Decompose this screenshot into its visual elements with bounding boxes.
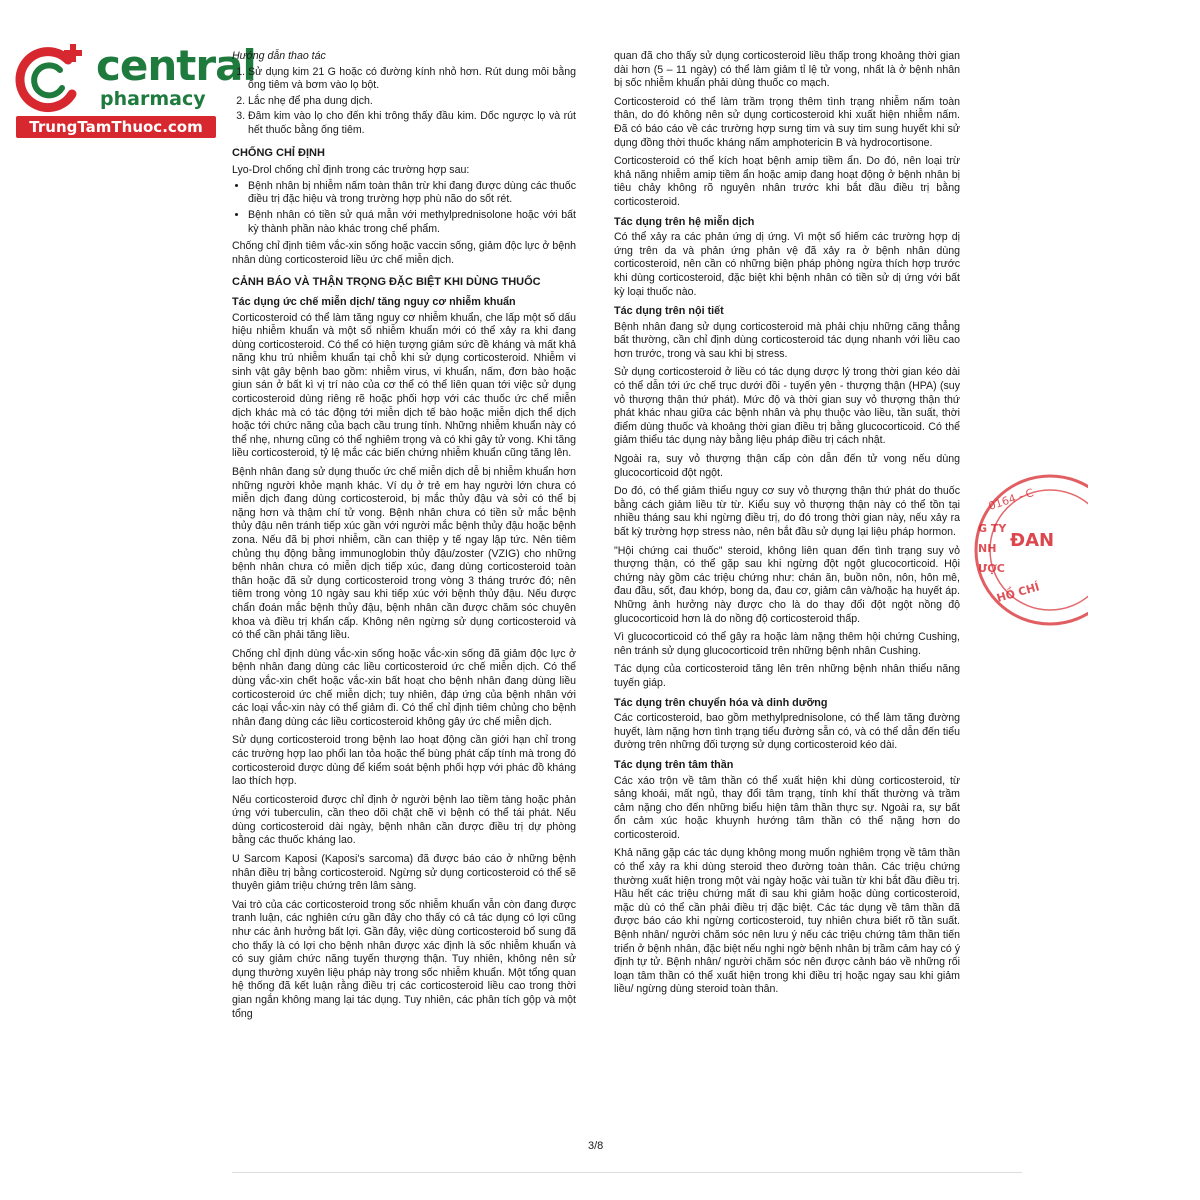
contraindication-item: • Bệnh nhân bị nhiễm nấm toàn thân trừ khi đang được dùng các thuốc điều trị đặc hiệu và trong trường hợp phù não do sốt rét. [248,180,576,207]
paragraph: Vai trò của các corticosteroid trong sốc nhiễm khuẩn vẫn còn đang được tranh luận, các nghiên cứu gần đây cho thấy có cả tác dụng có lợi cũng như các ảnh hưởng bất lợi. Gần đây, việc dùng corticosteroid bổ sung đã cho thấy là có lợi cho bệnh nhân được xác định là sốc nhiễm khuẩn và có suy giảm chức năng tuyến thượng thận. Tuy nhiên, không nên sử dụng thường xuyên liệu pháp này trong sốc nhiễm khuẩn. Một tổng quan hệ thống đã kết luận rằng điều trị các corticosteroid liều cao trong thời gian ngắn không mang lại tác dụng. Tuy nhiên, các phân tích gộp và một tổng [232,898,576,1020]
red-stamp [968,470,1088,630]
paragraph: Do đó, có thể giảm thiểu nguy cơ suy vỏ thượng thận thứ phát do thuốc bằng cách giảm liều từ từ. Kiểu suy vỏ thượng thận này có thể tồn tại nhiều tháng sau khi ngừng điều trị, do đó trong thời gian này, nếu xảy ra bất kỳ trường hợp stress nào, nên bắt đầu sử dụng lại liệu pháp hormon. [614,485,960,538]
psychiatric-heading: Tác dụng trên tâm thần [614,758,734,771]
immune-heading: Tác dụng trên hệ miễn dịch [614,215,755,228]
guide-title: Hướng dẫn thao tác [232,50,326,62]
brand-name: central [96,41,256,90]
contraindication-note: Chống chỉ định tiêm vắc-xin sống hoặc vaccin sống, giảm độc lực ở bệnh nhân dùng corticosteroid liều ức chế miễn dịch. [232,240,576,266]
brand-url-banner: TrungTamThuoc.com [16,116,216,138]
paragraph: Ngoài ra, suy vỏ thượng thận cấp còn dẫn đến tử vong nếu dùng glucocorticoid đột ngột. [614,453,960,479]
right-column [614,50,960,1002]
paragraph: Có thể xảy ra các phản ứng dị ứng. Vì một số hiếm các trường hợp dị ứng trên da và phản ứng phản vệ đã xảy ra ở bệnh nhân dùng corticosteroid, nên cần có những biện pháp phòng ngừa thích hợp trước khi dùng corticosteroid, đặc biệt khi bệnh nhân có tiền sử dị ứng với bất kỳ loại thuốc nào. [614,231,960,298]
guide-step: 1. Sử dụng kim 21 G hoặc có đường kính nhỏ hơn. Rút dung môi bằng ống tiêm và bơm vào lọ bột. [248,66,576,93]
paragraph: Vì glucocorticoid có thể gây ra hoặc làm nặng thêm hội chứng Cushing, nên tránh sử dụng glucocorticoid trên những bệnh nhân Cushing. [614,631,960,657]
paragraph: Bệnh nhân đang sử dụng corticosteroid mà phải chịu những căng thẳng bất thường, cần chỉ định dùng corticosteroid tác dụng nhanh với liều cao hơn trước, trong và sau khi bị stress. [614,320,960,360]
paragraph: Corticosteroid có thể làm trầm trọng thêm tình trạng nhiễm nấm toàn thân, do đó không nên sử dụng corticosteroid khi xuất hiện nhiễm nấm. Đã có báo cáo về các trường hợp sưng tim và suy tim sung huyết khi sử dụng đồng thời thuốc kháng nấm amphotericin B và hydrocortisone. [614,95,960,149]
endocrine-heading: Tác dụng trên nội tiết [614,305,724,318]
warning-heading: CẢNH BÁO VÀ THẬN TRỌNG ĐẶC BIỆT KHI DÙNG THUỐC [232,276,541,289]
paragraph: Corticosteroid có thể kích hoạt bệnh amip tiềm ẩn. Do đó, nên loại trừ khả năng nhiễm amip tiềm ẩn hoặc amip đang hoạt động ở bệnh nhân bị tiêu chảy không rõ nguyên nhân trước khi bắt đầu điều trị bằng corticosteroid. [614,155,960,208]
stamp-text: HỒ CHÍ [995,580,1041,605]
stamp-text: 0164 - C [986,486,1036,513]
paragraph: Corticosteroid có thể làm tăng nguy cơ nhiễm khuẩn, che lấp một số dấu hiệu nhiễm khuẩn và một số nhiễm khuẩn mới có thể xảy ra khi đang dùng corticosteroid. Có thể có hiện tượng giảm sức đề kháng và mất khả năng khu trú nhiễm khuẩn tại chỗ khi sử dụng corticosteroid. Nhiễm vi sinh vật gây bệnh bao gồm: nhiễm virus, vi khuẩn, nấm, đơn bào hoặc giun sán ở bất kì vị trí nào của cơ thể có thể liên quan tới việc sử dụng corticosteroid dùng riêng rẽ hoặc phối hợp với các thuốc ức chế miễn dịch khác mà có tác động tới miễn dịch tế bào hoặc miễn dịch thể dịch hoặc tới chức năng của bạch cầu trung tính. Những nhiễm khuẩn này có thể nhẹ, nhưng cũng có thể nghiêm trọng và có khi gây tử vong. Khi tăng liều corticosteroid, tỷ lệ mắc các biến chứng nhiễm khuẩn cũng tăng lên. [232,311,576,460]
paragraph: quan đã cho thấy sử dụng corticosteroid liều thấp trong khoảng thời gian dài hơn (5 – 11 ngày) có thể làm giảm tỉ lệ tử vong, nhất là ở bệnh nhân bị sốc nhiễm khuẩn phải dùng thuốc co mạch. [614,50,960,90]
central-pharmacy-logo [10,38,256,138]
stamp-text: G TY [978,522,1007,535]
left-column [232,50,576,1026]
contraindication-heading: CHỐNG CHỈ ĐỊNH [232,146,325,159]
logo-mark-icon [10,38,100,118]
paragraph: Tác dụng của corticosteroid tăng lên trên những bệnh nhân thiểu năng tuyến giáp. [614,663,960,689]
page-number: 3/8 [588,1140,604,1152]
contraindication-item: • Bệnh nhân có tiền sử quá mẫn với methylprednisolone hoặc với bất kỳ thành phần nào khác trong chế phẩm. [248,209,576,236]
brand-subtitle: pharmacy [100,88,206,110]
paragraph: Chống chỉ định dùng vắc-xin sống hoặc vắc-xin sống đã giảm độc lực ở bệnh nhân đang dùng các liều corticosteroid ức chế miễn dịch. Có thể dùng vắc-xin chết hoặc vắc-xin bất hoạt cho bệnh nhân đang dùng liều corticosteroid ức chế miễn dịch; tuy nhiên, đáp ứng của bệnh nhân với các loại vắc-xin này có thể giảm đi. Có thể chỉ định tiêm chủng cho bệnh nhân đang dùng các liều corticosteroid không gây ức chế miễn dịch. [232,647,576,728]
stamp-seal-icon [968,470,1088,630]
guide-step: 2. Lắc nhẹ để pha dung dịch. [248,95,576,109]
stamp-text: NH [978,542,997,555]
stamp-text: ƯỢC [978,562,1005,575]
paragraph: Nếu corticosteroid được chỉ định ở người bệnh lao tiềm tàng hoặc phản ứng với tuberculin, cần theo dõi chặt chẽ vì bệnh có thể tái phát. Nếu dùng corticosteroid dài ngày, bệnh nhân cần được điều trị dự phòng bằng các thuốc kháng lao. [232,793,576,847]
footer-divider [232,1172,1022,1173]
paragraph: Các corticosteroid, bao gồm methylprednisolone, có thể làm tăng đường huyết, làm nặng hơn tình trạng tiểu đường sẵn có, và có thể dẫn đến tiểu đường trên những đối tượng sử dụng corticosteroid kéo dài. [614,712,960,752]
guide-steps [232,66,576,138]
paragraph: "Hội chứng cai thuốc" steroid, không liên quan đến tình trạng suy vỏ thượng thận, có thể gặp sau khi ngừng đột ngột glucocorticoid. Hội chứng này gồm các triệu chứng như: chán ăn, buồn nôn, nôn, hôn mê, đau đầu, sốt, đau khớp, bong da, đau cơ, giảm cân và/hoặc hạ huyết áp. Những ảnh hưởng này được cho là do thay đổi đột ngột nồng độ glucocorticoid hơn là do nồng độ corticosteroid thấp. [614,544,960,625]
paragraph: Bệnh nhân đang sử dụng thuốc ức chế miễn dịch dễ bị nhiễm khuẩn hơn những người khỏe mạnh khác. Ví dụ ở trẻ em hay người lớn chưa có miễn dịch đang dùng corticosteroid, bị mắc thủy đậu và sởi có thể bị nặng hơn và thậm chí tử vong. Bệnh nhân chưa có tiền sử mắc bệnh thủy đậu nên tránh tiếp xúc gần với người mắc bệnh thủy đậu hoặc bệnh zona. Nếu đã bị phơi nhiễm, cần can thiệp y tế ngay lập tức. Nên tiêm chủng thụ động bằng immunoglobin thủy đậu/zoster (VZIG) cho những bệnh nhân chưa có miễn dịch tiếp xúc, đang dùng corticosteroid toàn thân hoặc đã sử dụng corticosteroid trong vòng 3 tháng trước đó; nên tiêm trong vòng 10 ngày sau khi tiếp xúc với bệnh thủy đậu. Nếu được chẩn đoán mắc bệnh thủy đậu, bệnh nhân cần được chăm sóc chuyên khoa và điều trị khẩn cấp. Không nên ngừng sử dụng corticosteroid và có thể cần phải tăng liều. [232,466,576,642]
contraindication-intro: Lyo-Drol chống chỉ định trong các trường hợp sau: [232,164,470,177]
paragraph: Khả năng gặp các tác dụng không mong muốn nghiêm trọng về tâm thần có thể xảy ra khi dùng steroid theo đường toàn thân. Các triệu chứng thường xuất hiện trong một vài ngày hoặc vài tuần từ khi bắt đầu điều trị. Hầu hết các triệu chứng mất đi sau khi giảm hoặc dùng corticosteroid, mặc dù có thể cần phải điều trị đặc biệt. Các tác dụng về tâm thần đã được báo cáo khi ngừng corticosteroid, tuy nhiên chưa biết rõ tần suất. Bệnh nhân/ người chăm sóc nên lưu ý nếu các triệu chứng tâm thần tiến triển ở bệnh nhân, đặc biệt nếu nghi ngờ bệnh nhân bị trầm cảm hay có ý định tự tử. Bệnh nhân/ người chăm sóc nên được cảnh báo về những rối loạn tâm thần có thể xuất hiện trong khi điều trị hoặc ngay sau khi giảm liều/ ngừng dùng steroid toàn thân. [614,847,960,996]
guide-step: 3. Đâm kim vào lọ cho đến khi trông thấy đầu kim. Dốc ngược lọ và rút hết thuốc bằng ống tiêm. [248,110,576,137]
immuno-heading: Tác dụng ức chế miễn dịch/ tăng nguy cơ nhiễm khuẩn [232,295,516,308]
paragraph: Sử dụng corticosteroid trong bệnh lao hoạt động cần giới hạn chỉ trong các trường hợp lao phổi lan tỏa hoặc thể bùng phát cấp tính mà trong đó corticosteroid được dùng để kiểm soát bệnh phối hợp với phác đồ kháng lao thích hợp. [232,734,576,788]
paragraph: Các xáo trộn về tâm thần có thể xuất hiện khi dùng corticosteroid, từ sảng khoái, mất ngủ, thay đổi tâm trạng, tính khí thất thường và trầm cảm nặng cho đến những biểu hiện tâm thần thực sự. Ngoài ra, sự bất ổn cảm xúc hoặc khuynh hướng tâm thần có thể nặng hơn do corticosteroid. [614,774,960,841]
stamp-text: ĐAN [1010,530,1055,551]
paragraph: U Sarcom Kaposi (Kaposi's sarcoma) đã được báo cáo ở những bệnh nhân điều trị bằng corticosteroid. Ngừng sử dụng corticosteroid có thể sẽ thuyên giảm triệu chứng trên lâm sàng. [232,853,576,893]
contraindication-list [232,180,576,236]
metabolism-heading: Tác dụng trên chuyển hóa và dinh dưỡng [614,696,828,709]
paragraph: Sử dụng corticosteroid ở liều có tác dụng dược lý trong thời gian kéo dài có thể dẫn tới ức chế trục dưới đồi - tuyến yên - thượng thận (HPA) (suy vỏ thượng thận thứ phát). Mức độ và thời gian suy vỏ thượng thận thứ phát khác nhau giữa các bệnh nhân và phụ thuộc vào liều, tần suất, thời điểm dùng thuốc và khoảng thời gian điều trị bằng glucocorticoid. Có thể giảm thiểu tác dụng này bằng liệu pháp điều trị cách nhật. [614,366,960,447]
